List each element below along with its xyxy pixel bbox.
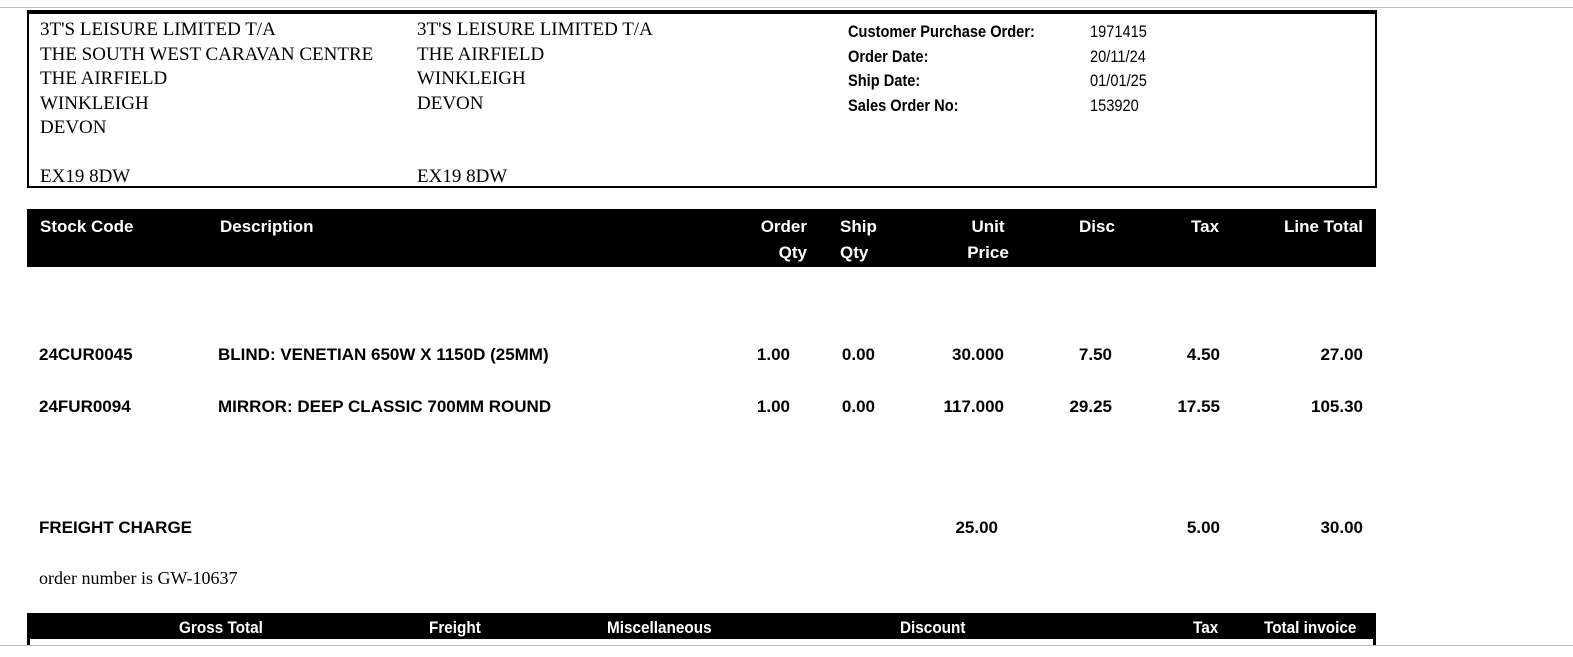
order-date-value: 20/11/24	[1090, 46, 1146, 66]
freight-row	[0, 515, 1400, 541]
bill-to-address	[40, 18, 373, 190]
bill-to-line: 3T'S LEISURE LIMITED T/A	[40, 19, 276, 40]
ship-date-value: 01/01/25	[1090, 71, 1147, 90]
order-note: order number is GW-10637	[39, 568, 238, 588]
ship-to-line: 3T'S LEISURE LIMITED T/A	[417, 19, 653, 40]
ship-to-line: THE AIRFIELD	[417, 43, 545, 65]
description-header: Description	[220, 217, 314, 236]
line-items-header	[27, 209, 1376, 267]
stock-code-cell: 24FUR0094	[39, 397, 131, 416]
order-qty-header	[747, 214, 807, 266]
sales-order-no-value: 153920	[1090, 95, 1139, 115]
tax-header: Tax	[1191, 217, 1220, 236]
freight-tax: 5.00	[1186, 518, 1220, 537]
ship-qty-header-line2: Qty	[840, 243, 869, 262]
tax-total-header: Tax	[1193, 618, 1219, 637]
ship-to-address	[417, 18, 653, 190]
ship-date-label: Ship Date:	[848, 71, 921, 90]
page-bottom-divider	[0, 645, 1573, 646]
table-row	[0, 342, 1400, 368]
line-total-header: Line Total	[1283, 217, 1363, 236]
unit-price-header	[948, 214, 1028, 266]
bill-to-line: DEVON	[40, 117, 107, 138]
sales-order-no-label: Sales Order No:	[848, 95, 959, 115]
ship-to-postcode: EX19 8DW	[417, 166, 508, 187]
bill-to-line: WINKLEIGH	[40, 92, 149, 114]
order-qty-header-line1: Order	[760, 217, 807, 236]
ship-to-line: DEVON	[417, 92, 484, 114]
miscellaneous-header: Miscellaneous	[607, 618, 712, 637]
description-cell: MIRROR: DEEP CLASSIC 700MM ROUND	[218, 397, 552, 416]
order-meta-labels	[848, 20, 1035, 118]
line-total-cell: 27.00	[1320, 345, 1363, 364]
tax-cell: 4.50	[1186, 345, 1220, 364]
order-qty-cell: 1.00	[756, 345, 790, 364]
table-row	[0, 394, 1400, 420]
ship-qty-cell: 0.00	[841, 397, 875, 416]
unit-price-header-line2: Price	[967, 243, 1009, 262]
disc-header: Disc	[1079, 217, 1115, 236]
customer-po-label: Customer Purchase Order:	[848, 22, 1035, 41]
totals-header-bar	[27, 613, 1376, 645]
freight-unit-price: 25.00	[955, 518, 998, 537]
unit-price-cell: 30.000	[952, 345, 1004, 364]
customer-po-value: 1971415	[1090, 22, 1147, 41]
freight-line-total: 30.00	[1320, 518, 1363, 537]
ship-to-line: WINKLEIGH	[417, 68, 526, 89]
order-date-label: Order Date:	[848, 46, 929, 66]
freight-label: FREIGHT CHARGE	[39, 518, 192, 537]
discount-header: Discount	[900, 618, 966, 637]
ship-qty-cell: 0.00	[841, 345, 875, 364]
freight-header: Freight	[429, 618, 481, 637]
disc-cell: 7.50	[1078, 345, 1112, 364]
gross-total-header: Gross Total	[179, 618, 263, 637]
ship-to-line	[417, 141, 653, 166]
bill-to-line	[40, 141, 373, 166]
order-qty-cell: 1.00	[756, 397, 790, 416]
bill-to-line: THE AIRFIELD	[40, 68, 168, 89]
unit-price-header-line1: Unit	[971, 217, 1005, 236]
address-header-box	[27, 10, 1377, 188]
disc-cell: 29.25	[1069, 397, 1112, 416]
bill-to-line: THE SOUTH WEST CARAVAN CENTRE	[40, 43, 374, 65]
stock-code-header: Stock Code	[40, 217, 134, 236]
order-meta-values	[1090, 20, 1147, 118]
ship-to-line	[417, 116, 653, 141]
unit-price-cell: 117.000	[943, 397, 1004, 416]
bill-to-postcode: EX19 8DW	[40, 166, 131, 187]
description-cell: BLIND: VENETIAN 650W X 1150D (25MM)	[218, 345, 549, 364]
page-top-divider	[0, 7, 1573, 8]
line-total-cell: 105.30	[1311, 397, 1363, 416]
total-invoice-header: Total invoice	[1264, 618, 1357, 637]
ship-qty-header-line1: Ship	[840, 217, 877, 236]
stock-code-cell: 24CUR0045	[39, 345, 133, 364]
tax-cell: 17.55	[1177, 397, 1220, 416]
ship-qty-header	[840, 214, 877, 266]
order-qty-header-line2: Qty	[778, 243, 807, 262]
